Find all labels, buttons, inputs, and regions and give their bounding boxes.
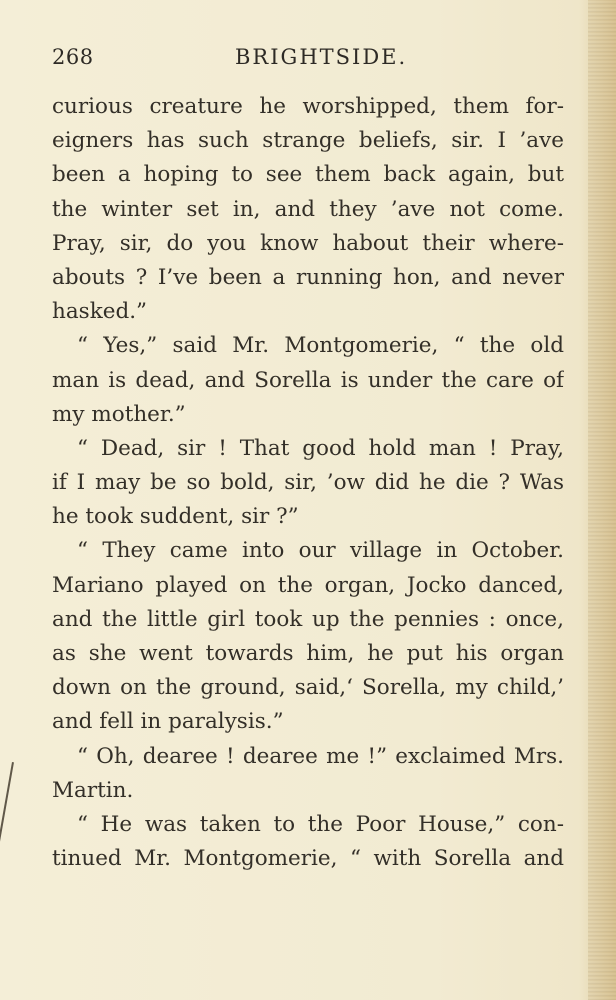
page-number: 268 bbox=[52, 45, 94, 69]
text-line: “ Oh, dearee ! dearee me !” exclaimed Mrs. bbox=[77, 743, 564, 769]
page-text bbox=[52, 90, 564, 876]
margin-mark bbox=[0, 762, 14, 905]
text-line: the winter set in, and they ’ave not come. bbox=[52, 196, 564, 222]
text-line: man is dead, and Sorella is under the care of bbox=[52, 367, 564, 393]
text-line: if I may be so bold, sir, ’ow did he die ? Was bbox=[52, 470, 564, 496]
text-line: my mother.” bbox=[52, 401, 186, 427]
text-line: as she went towards him, he put his organ bbox=[52, 641, 564, 666]
page-edge bbox=[588, 0, 616, 1000]
text-line: been a hoping to see them back again, but bbox=[52, 162, 564, 188]
text-line: tinued Mr. Montgomerie, “ with Sorella and bbox=[52, 846, 564, 872]
text-line: curious creature he worshipped, them for- bbox=[52, 94, 564, 119]
text-line: down on the ground, said,‘ Sorella, my child,’ bbox=[52, 675, 564, 701]
text-line: eigners has such strange beliefs, sir. I ’ave bbox=[52, 128, 564, 154]
text-line: and the little girl took up the pennies : once, bbox=[52, 606, 564, 632]
text-line: “ He was taken to the Poor House,” con- bbox=[77, 811, 564, 837]
running-title: BRIGHTSIDE. bbox=[235, 45, 408, 69]
text-line: “ Dead, sir ! That good hold man ! Pray, bbox=[77, 435, 564, 461]
text-line: Martin. bbox=[52, 777, 134, 803]
text-line: Pray, sir, do you know habout their where- bbox=[52, 230, 564, 256]
text-line: abouts ? I’ve been a running hon, and never bbox=[52, 264, 564, 290]
text-line: and fell in paralysis.” bbox=[52, 709, 284, 735]
text-line: “ Yes,” said Mr. Montgomerie, “ the old bbox=[77, 333, 564, 359]
text-line: Mariano played on the organ, Jocko danced, bbox=[52, 572, 564, 598]
running-head bbox=[52, 42, 564, 74]
text-line: he took suddent, sir ?” bbox=[52, 504, 299, 530]
text-line: hasked.” bbox=[52, 299, 148, 325]
text-line: “ They came into our village in October. bbox=[77, 538, 564, 564]
